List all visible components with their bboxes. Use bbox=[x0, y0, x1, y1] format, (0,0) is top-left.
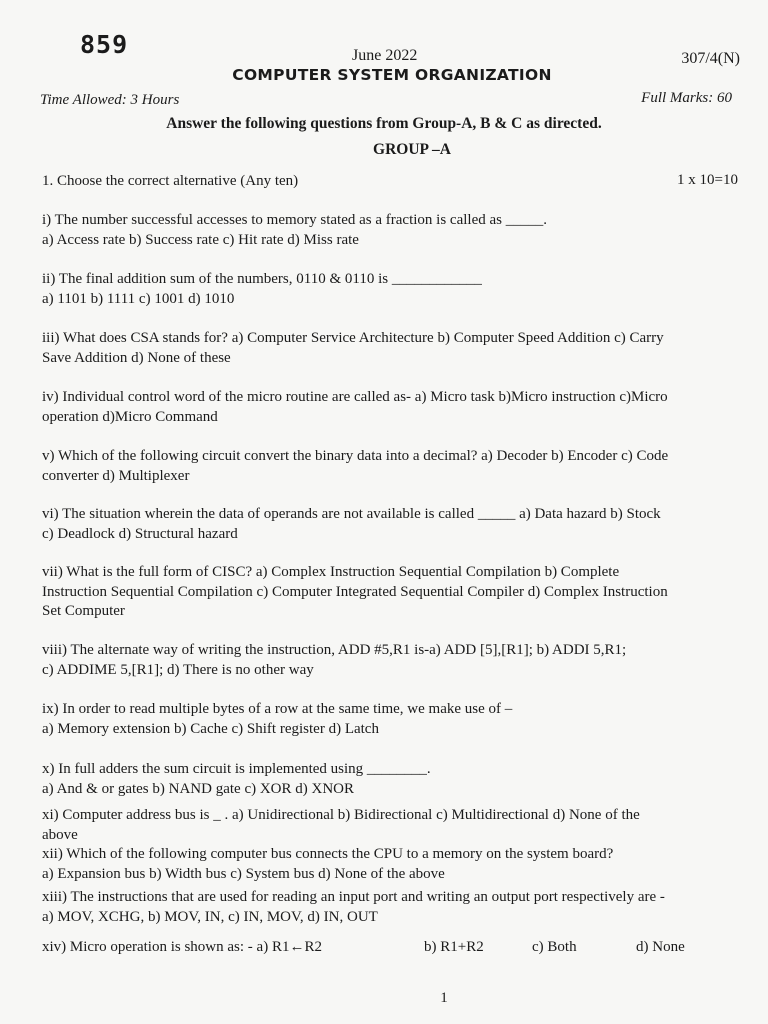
question-text: v) Which of the following circuit convert the binary data into a decimal? a) Decoder b) Encoder c) Code bbox=[42, 448, 669, 464]
question-options: operation d)Micro Command bbox=[42, 408, 218, 425]
question-item bbox=[42, 270, 744, 309]
exam-date: June 2022 bbox=[352, 47, 418, 64]
question-options: c) ADDIME 5,[R1]; d) There is no other way bbox=[42, 661, 314, 678]
question-options: a) And & or gates b) NAND gate c) XOR d) XNOR bbox=[42, 780, 355, 797]
full-marks: Full Marks: 60 bbox=[641, 90, 732, 106]
option-b: b) R1+R2 bbox=[424, 939, 484, 955]
question-item bbox=[42, 806, 744, 845]
question-text: xiv) Micro operation is shown as: - a) R1←R2 bbox=[42, 939, 322, 955]
option-d: d) None bbox=[636, 939, 685, 955]
question-options: a) Memory extension b) Cache c) Shift register d) Latch bbox=[42, 720, 379, 737]
question-options: converter d) Multiplexer bbox=[42, 467, 190, 484]
question-1-stem: 1. Choose the correct alternative (Any ten) bbox=[42, 173, 299, 189]
question-item bbox=[42, 845, 744, 884]
question-item bbox=[42, 700, 744, 739]
question-text: ii) The final addition sum of the numbers, 0110 & 0110 is ____________ bbox=[42, 271, 482, 287]
question-text: i) The number successful accesses to memory stated as a fraction is called as _____. bbox=[42, 212, 547, 228]
question-text: iii) What does CSA stands for? a) Computer Service Architecture b) Computer Speed Addition c) Carry bbox=[42, 330, 664, 346]
question-text: viii) The alternate way of writing the instruction, ADD #5,R1 is-a) ADD [5],[R1]; b) ADDI 5,R1; bbox=[42, 642, 627, 658]
option-c: c) Both bbox=[532, 939, 577, 955]
question-options: above bbox=[42, 826, 78, 843]
question-options: a) Access rate b) Success rate c) Hit rate d) Miss rate bbox=[42, 231, 359, 248]
question-item bbox=[42, 760, 744, 799]
question-item bbox=[42, 388, 744, 427]
question-options: Set Computer bbox=[42, 603, 125, 619]
question-item bbox=[42, 641, 744, 680]
question-item bbox=[42, 888, 744, 927]
question-text: vi) The situation wherein the data of operands are not available is called _____ a) Data hazard b) Stock bbox=[42, 506, 661, 522]
question-text: iv) Individual control word of the micro routine are called as- a) Micro task b)Micro instruction c)Micro bbox=[42, 389, 668, 405]
paper-code: 307/4(N) bbox=[681, 50, 740, 67]
question-options: c) Deadlock d) Structural hazard bbox=[42, 525, 238, 542]
question-item bbox=[42, 329, 744, 368]
question-text: ix) In order to read multiple bytes of a row at the same time, we make use of – bbox=[42, 701, 513, 717]
page-number: 1 bbox=[440, 990, 448, 1006]
question-text: x) In full adders the sum circuit is implemented using ________. bbox=[42, 761, 431, 777]
question-options: a) Expansion bus b) Width bus c) System bus d) None of the above bbox=[42, 865, 445, 882]
question-item bbox=[42, 447, 744, 486]
question-item bbox=[42, 211, 744, 250]
question-item bbox=[42, 563, 744, 622]
question-text: xiii) The instructions that are used for reading an input port and writing an output port respectively are - bbox=[42, 889, 665, 905]
question-item bbox=[42, 505, 744, 544]
instruction-line: Answer the following questions from Group-A, B & C as directed. bbox=[166, 115, 602, 132]
question-text: xii) Which of the following computer bus connects the CPU to a memory on the system board? bbox=[42, 846, 614, 862]
question-options: Save Addition d) None of these bbox=[42, 349, 231, 366]
question-text: vii) What is the full form of CISC? a) Complex Instruction Sequential Compilation b) Complete bbox=[42, 564, 620, 580]
question-options: a) 1101 b) 1111 c) 1001 d) 1010 bbox=[42, 290, 235, 307]
question-text-cont: Instruction Sequential Compilation c) Computer Integrated Sequential Compiler d) Complex Instruction bbox=[42, 583, 668, 600]
time-allowed: Time Allowed: 3 Hours bbox=[40, 92, 180, 108]
question-1-marks: 1 x 10=10 bbox=[677, 172, 738, 188]
paper-title: COMPUTER SYSTEM ORGANIZATION bbox=[232, 66, 552, 84]
group-heading: GROUP –A bbox=[373, 141, 451, 158]
handwritten-code: 859 bbox=[80, 30, 129, 59]
question-options: a) MOV, XCHG, b) MOV, IN, c) IN, MOV, d) IN, OUT bbox=[42, 908, 378, 925]
question-text: xi) Computer address bus is _ . a) Unidirectional b) Bidirectional c) Multidirectional d) None of the bbox=[42, 807, 640, 823]
question-item bbox=[42, 938, 744, 958]
